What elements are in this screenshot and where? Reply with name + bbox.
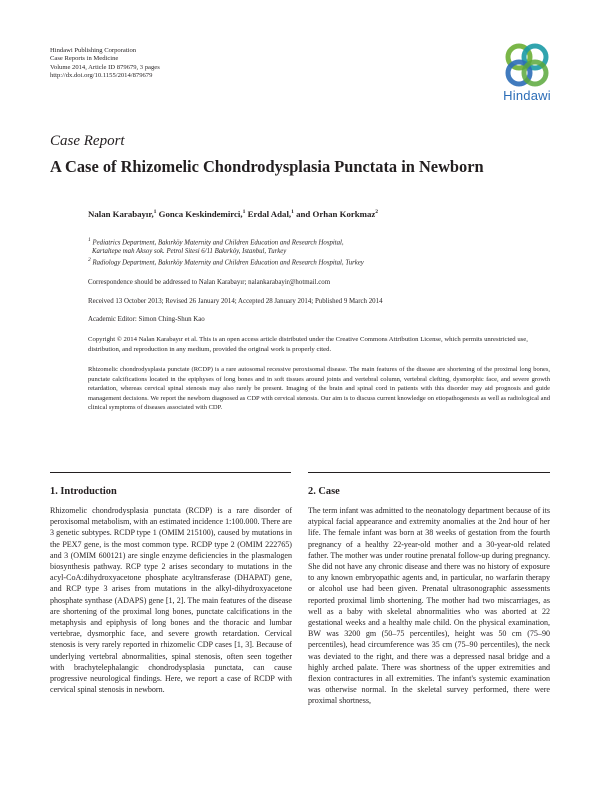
- author-affiliation-mark: 1: [242, 209, 246, 216]
- case-text: The term infant was admitted to the neonatology department because of its atypical facial appearance and extremity anomalies at the 2nd hour of her life. The female infant was born at 38 weeks of gestation from the fourth pregnancy of a healthy 22-year-old mother and a 30-year-old related father. The mother was under routine prenatal follow-up during pregnancy. She did not have any chronic disease and there was no history of exposure to any known embryopathic agents and, in particular, no warfarin therapy or alcohol use had been given. Prenatal ultrasonographic assessments reported proximal limb shortening. The mother had two miscarriages, as well as a baby with skeletal abnormalities who was aborted at 22 gestational weeks and a healthy male child. On the physical examination, BW was 3200 gm (50–75 percentiles), height was 50 cm (75–90 percentiles), head circumference was 35 cm (75–90 percentiles), the neck was deviated to the right, and there was a depressed nasal bridge and a highly arched palate. There was shortness of the upper extremities and flexion contractures in all extremities. The infant's systemic examination was otherwise normal. In the skeletal survey performed, there were proximal shortness,: [308, 506, 550, 706]
- correspondence-note: Correspondence should be addressed to Nalan Karabayır; nalankarabayir@hotmail.com: [88, 279, 331, 286]
- author-affiliation-mark: 1: [153, 209, 157, 216]
- affiliation-line: Pediatrics Department, Bakırköy Maternity and Children Education and Research Hospital,: [92, 239, 344, 247]
- article-type: Case Report: [50, 133, 125, 149]
- abstract: Rhizomelic chondrodysplasia punctate (RCDP) is a rare autosomal recessive peroxisomal disease. The main features of the disease are shortening of the proximal long bones, punctate calcifications located in the epiphyses of long bones and in soft tissues around joints and vertebral column, vertebral clefting, dysmorphic face, and severe growth retardation, whereas cervical spinal stenosis may also rarely be present. Imaging of the brain and spinal cord in patients with this disorder may aid prognosis and guide management decisions. We report the newborn diagnosed as CDP with cervical stenosis. Our aim is to discuss current knowledge on etiopathogenesis as well as radiological and clinical symptoms of diseases associated with CDP.: [88, 366, 550, 412]
- publication-dates: Received 13 October 2013; Revised 26 January 2014; Accepted 28 January 2014; Published 9 March 2014: [88, 298, 383, 305]
- section-heading-introduction: 1. Introduction: [50, 486, 117, 497]
- author-name: Erdal Adal,: [247, 209, 292, 219]
- publisher-line: Hindawi Publishing Corporation: [50, 47, 137, 54]
- section-heading-case: 2. Case: [308, 486, 340, 497]
- affiliation-line: Kartaltepe mah Aksoy sok. Petrol Sitesi 6/11 Bakırköy, Istanbul, Turkey: [92, 248, 287, 256]
- affiliation-1: [88, 236, 344, 256]
- author-affiliation-mark: 2: [375, 209, 379, 216]
- author-name: Gonca Keskindemirci,: [158, 209, 243, 219]
- author-name: and Orhan Korkmaz: [296, 209, 376, 219]
- volume-info: Volume 2014, Article ID 879679, 3 pages: [50, 63, 160, 71]
- affiliation-line: Radiology Department, Bakırköy Maternity and Children Education and Research Hospital, Turkey: [92, 259, 364, 267]
- hindawi-logo: [497, 40, 557, 106]
- hindawi-logo-text: Hindawi: [503, 88, 551, 103]
- introduction-text: Rhizomelic chondrodysplasia punctata (RCDP) is a rare disorder of peroxisomal metabolism, with an estimated incidence 1:100.000. There are 3 genetic subtypes. RCDP type 1 (OMIM 215100), caused by mutations in the PEX7 gene, is the most common type. RCDP type 2 (OMIM 222765) and 3 (OMIM 600121) are single enzyme deficiencies in the plasmalogen biosynthesis pathway. RCP type 2 arises secondary to mutations in the acyl-CoA:dihydroxyacetone phosphate acyltransferase (DHAPAT) gene, and RCP type 3 arises from mutations in the alkyl-dihydroxyacetone phosphate synthase (ADAPS) gene [1, 2]. The main features of the disease are shortening of the proximal long bones, punctate calcifications in the metaphysis and epiphysis of long bones and the thoracic and lumbar vertebrae, dysmorphic face, and severe growth retardation. Cervical stenosis is very rarely reported in rhizomelic CDP cases [1, 3]. Because of underlying vertebral abnormalities, spinal stenosis, often seen together with brachytelephalangic chondrodysplasia punctata, can cause progressive neurological findings. Here, we report a case of RCDP with cervical spinal stenosis in newborn.: [50, 506, 292, 695]
- affiliation-number: 1: [88, 237, 91, 243]
- copyright-notice: Copyright © 2014 Nalan Karabayır et al. This is an open access article distributed under the Creative Commons Attribution License, which permits unrestricted use, distribution, and reproduction in any medium, provided the original work is properly cited.: [88, 336, 528, 353]
- paper-title: A Case of Rhizomelic Chondrodysplasia Punctata in Newborn: [50, 157, 484, 176]
- doi-link[interactable]: http://dx.doi.org/10.1155/2014/879679: [50, 72, 153, 80]
- author-list: [88, 209, 378, 219]
- journal-name: Case Reports in Medicine: [50, 55, 119, 63]
- journal-header: [50, 47, 160, 81]
- author-name: Nalan Karabayır,: [88, 209, 154, 219]
- author-affiliation-mark: 1: [291, 209, 294, 216]
- section-divider: [50, 472, 291, 473]
- academic-editor: Academic Editor: Simon Ching-Shun Kao: [88, 316, 205, 323]
- hindawi-logo-mark: [497, 40, 557, 88]
- section-divider: [308, 472, 550, 473]
- affiliation-2: [88, 256, 364, 267]
- affiliation-number: 2: [88, 257, 91, 263]
